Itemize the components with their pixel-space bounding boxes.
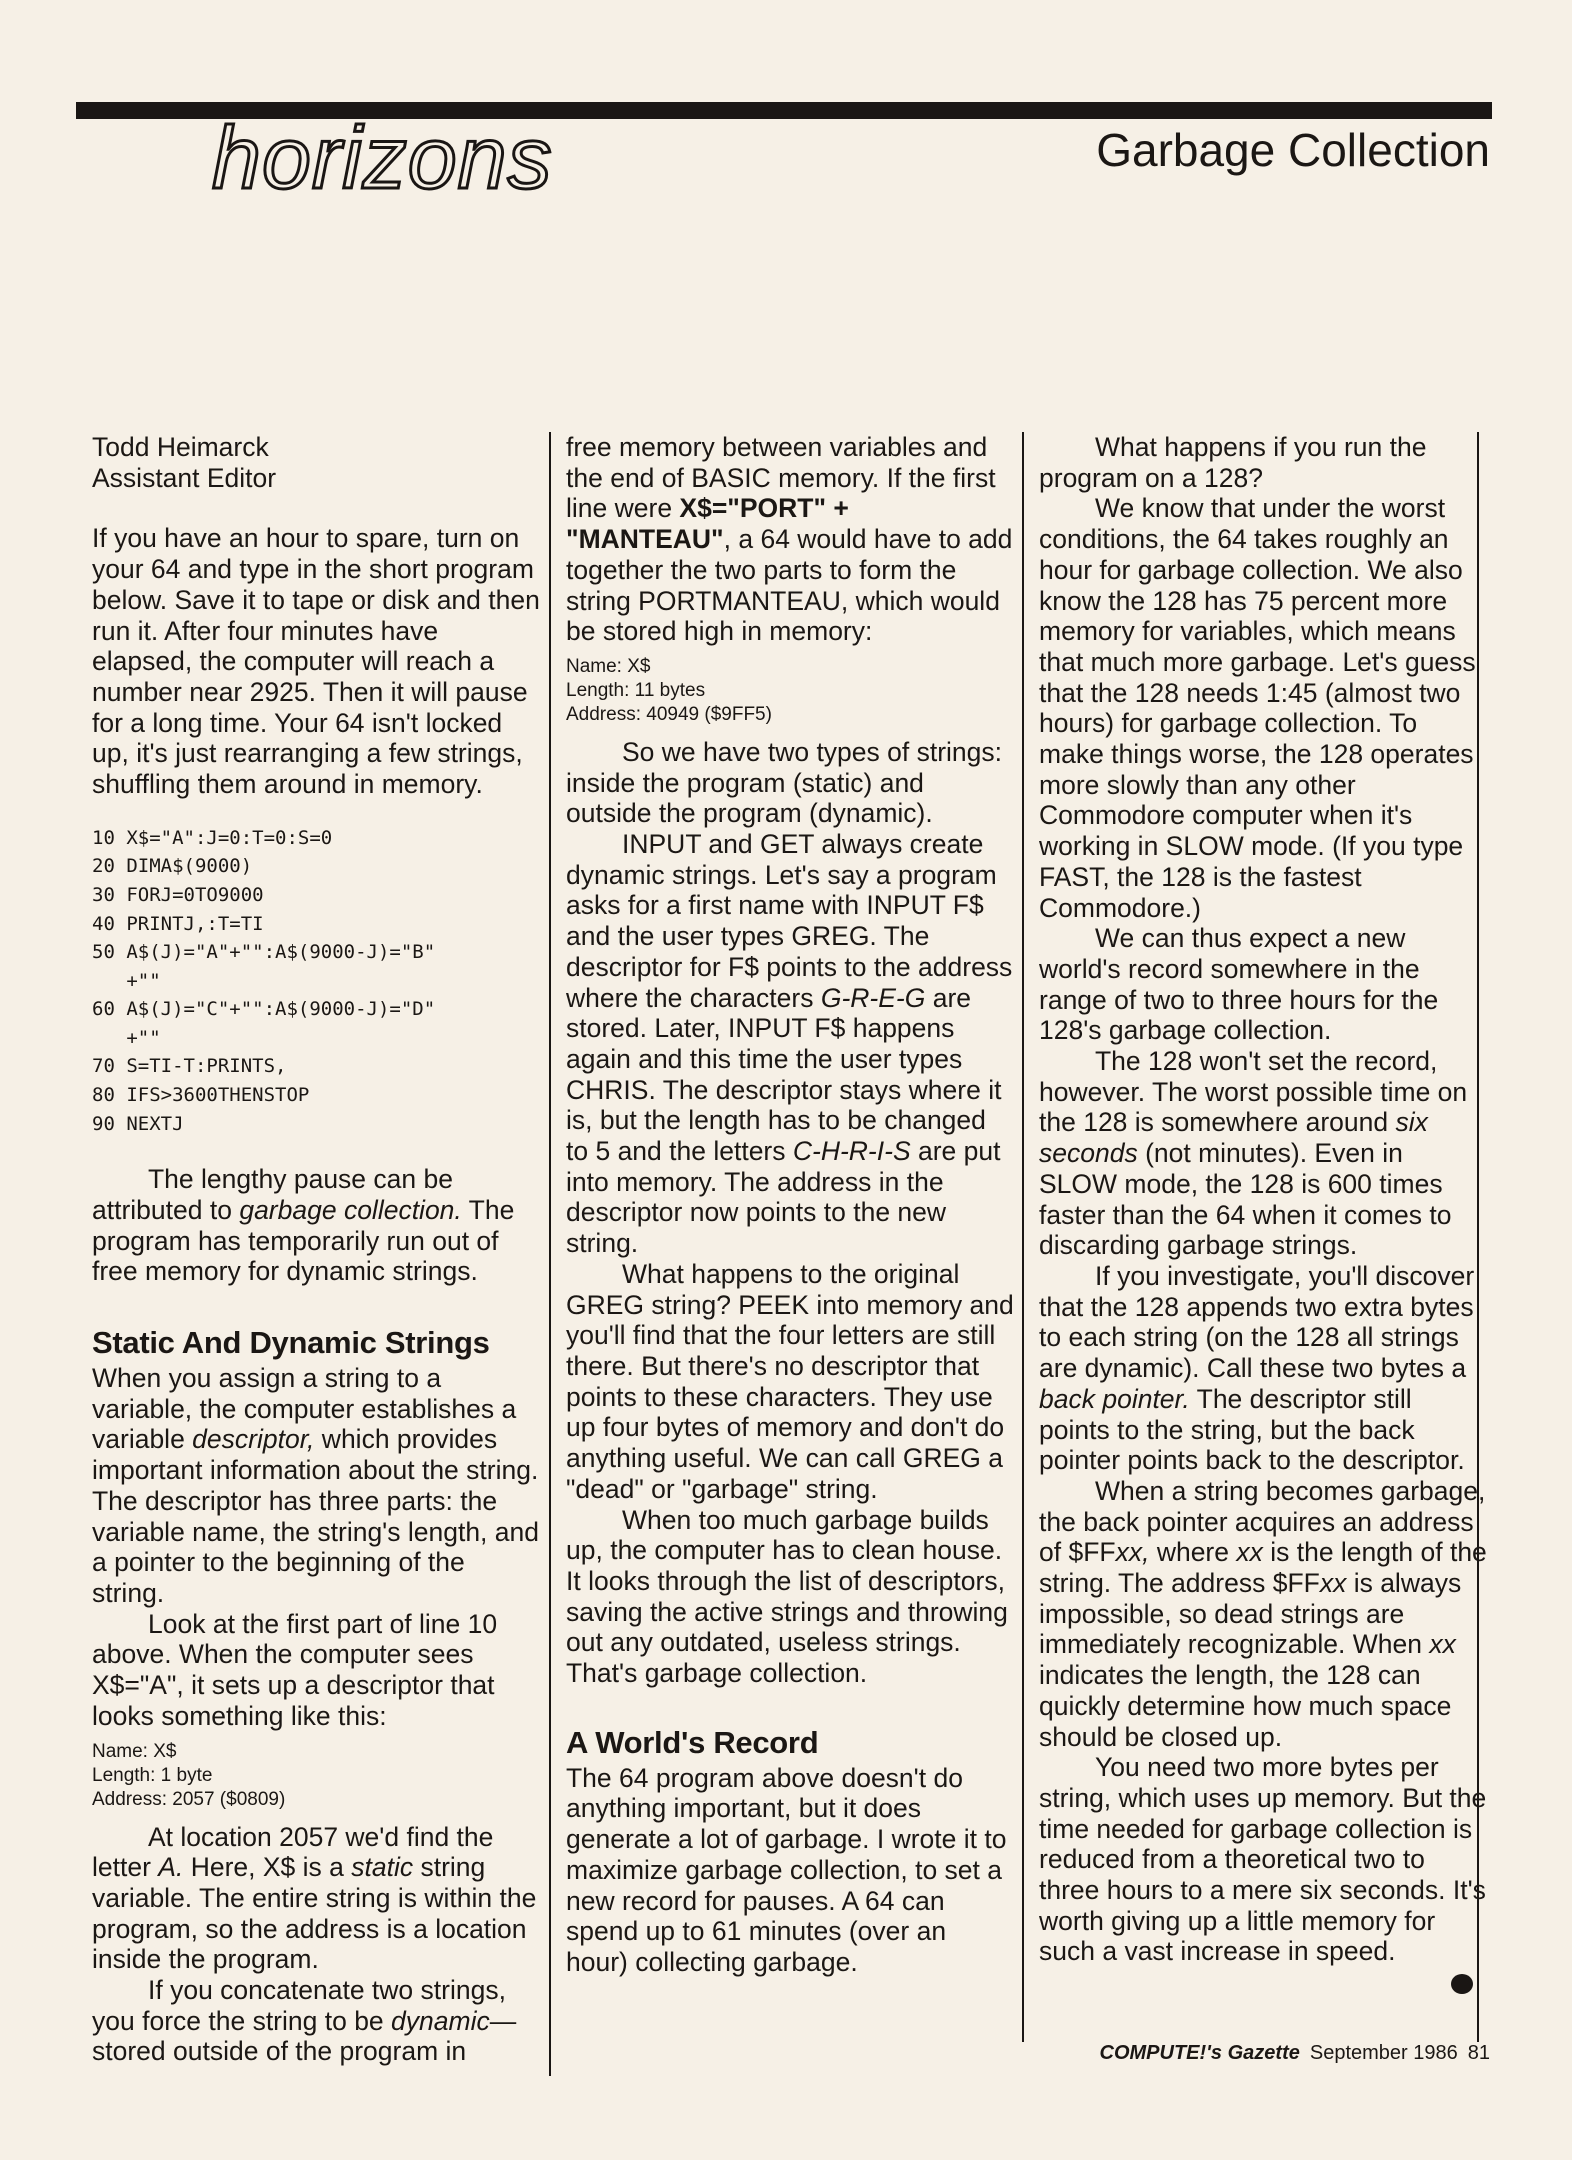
column-3 <box>1039 432 1487 1998</box>
code-line: 10 X$="A":J=0:T=0:S=0 <box>92 826 333 849</box>
column-1 <box>92 432 540 2067</box>
program-listing <box>92 824 540 1139</box>
code-line: 80 IFS>3600THENSTOP <box>92 1084 310 1107</box>
author-name: Todd Heimarck <box>92 432 269 462</box>
page-number: 81 <box>1467 2042 1490 2064</box>
intro-paragraph: If you have an hour to spare, turn on your 64 and type in the short program below. Save it to tape or disk and then run it. After four minutes have elapsed, the computer will reach a number near 2925. Then it will pause for a long time. Your 64 isn't locked up, it's just rearranging a few strings, shuffling them around in memory. <box>92 523 540 800</box>
paragraph: What happens if you run the program on a 128? <box>1039 432 1427 493</box>
paragraph: The 64 program above doesn't do anything important, but it does generate a lot of garbage. I wrote it to maximize garbage collection, to set a new record for pauses. A 64 can spend up to 61 minutes (over an hour) collecting garbage. <box>566 1762 1007 1977</box>
code-line: +"" <box>92 969 161 992</box>
column-2 <box>566 432 1014 1978</box>
paragraph: INPUT and GET always create dynamic strings. Let's say a program asks for a first name with INPUT F$ and the user types GREG. The descriptor for F$ points to the address where the characters G-R-E-G are stored. Later, INPUT F$ happens again and this time the user types CHRIS. The descriptor stays where it is, but the length has to be changed to 5 and the letters C-H-R-I-S are put into memory. The address in the descriptor now points to the new string. <box>566 829 1013 1259</box>
paragraph: What happens to the original GREG string? PEEK into memory and you'll find that the four letters are still there. But there's no descriptor that points to these characters. They use up four bytes of memory and don't do anything useful. We can call GREG a "dead" or "garbage" string. <box>566 1258 1014 1504</box>
paragraph: When too much garbage builds up, the computer has to clean house. It looks through the list of descriptors, saving the active strings and throwing out any outdated, useless strings. That's garbage collection. <box>566 1504 1008 1689</box>
code-line: 70 S=TI-T:PRINTS, <box>92 1055 287 1078</box>
code-line: 40 PRINTJ,:T=TI <box>92 912 264 935</box>
paragraph: We can thus expect a new world's record somewhere in the range of two to three hours for the 128's garbage collection. <box>1039 923 1439 1046</box>
paragraph: We know that under the worst conditions, the 64 takes roughly an hour for garbage collection. We also know the 128 has 75 percent more memory for variables, which means that much more garbage. Let's guess that the 128 needs 1:45 (almost two hours) for garbage collection. To make things worse, the 128 operates more slowly than any other Commodore computer when it's working in SLOW mode. (If you type FAST, the 128 is the fastest Commodore.) <box>1039 493 1476 923</box>
paragraph: The lengthy pause can be attributed to garbage collection. The program has temporarily run out of free memory for dynamic strings. <box>92 1164 515 1287</box>
department-title: Garbage Collection <box>1096 124 1490 176</box>
descriptor-example-1: Name: X$ Length: 1 byte Address: 2057 ($0809) <box>92 1740 286 1810</box>
paragraph: You need two more bytes per string, which uses up memory. But the time needed for garbage collection is reduced from a theoretical two to three hours to a mere six seconds. It's worth giving up a little memory for such a vast increase in speed. <box>1039 1752 1487 1967</box>
section-heading-static-dynamic: Static And Dynamic Strings <box>92 1325 490 1361</box>
paragraph: Look at the first part of line 10 above. When the computer sees X$="A", it sets up a descriptor that looks something like this: <box>92 1608 498 1731</box>
column-rule-1 <box>549 432 551 2076</box>
issue-date: September 1986 <box>1309 2042 1458 2064</box>
paragraph: If you concatenate two strings, you force the string to be dynamic—stored outside of the program in <box>92 1975 517 2067</box>
code-line: 30 FORJ=0TO9000 <box>92 883 264 906</box>
end-of-article-mark-icon <box>1451 1974 1473 1994</box>
code-line: 50 A$(J)="A"+"":A$(9000-J)="B" <box>92 941 436 964</box>
paragraph: At location 2057 we'd find the letter A. Here, X$ is a static string variable. The entire string is within the program, so the address is a location inside the program. <box>92 1821 537 1975</box>
paragraph: If you investigate, you'll discover that the 128 appends two extra bytes to each string (on the 128 all strings are dynamic). Call these two bytes a back pointer. The descriptor still points to the string, but the back pointer points back to the descriptor. <box>1039 1260 1475 1476</box>
magazine-name: COMPUTE!'s Gazette <box>1099 2042 1300 2064</box>
byline <box>92 432 540 493</box>
section-heading-worlds-record: A World's Record <box>566 1724 819 1760</box>
descriptor-example-2: Name: X$ Length: 11 bytes Address: 40949 ($9FF5) <box>566 655 772 725</box>
paragraph: When you assign a string to a variable, the computer establishes a variable descriptor, which provides important information about the string. The descriptor has three parts: the variable name, the string's length, and a pointer to the beginning of the string. <box>92 1363 539 1608</box>
page-footer <box>1090 2040 1490 2066</box>
column-rule-2 <box>1022 432 1024 2042</box>
paragraph: The 128 won't set the record, however. The worst possible time on the 128 is somewhere around six seconds (not minutes). Even in SLOW mode, the 128 is 600 times faster than the 64 when it comes to discarding garbage strings. <box>1039 1046 1468 1261</box>
horizons-logo: horizons <box>212 108 553 207</box>
paragraph: So we have two types of strings: inside the program (static) and outside the program (dynamic). <box>566 736 1003 829</box>
paragraph: free memory between variables and the end of BASIC memory. If the first line were X$="PORT" + "MANTEAU", a 64 would have to add together the two parts to form the string PORTMANTEAU, which would be stored high in memory: <box>566 432 1013 647</box>
author-title: Assistant Editor <box>92 462 277 493</box>
code-line: 60 A$(J)="C"+"":A$(9000-J)="D" <box>92 998 436 1021</box>
code-line: +"" <box>92 1026 161 1049</box>
code-line: 90 NEXTJ <box>92 1112 184 1135</box>
paragraph: When a string becomes garbage, the back pointer acquires an address of $FFxx, where xx is the length of the string. The address $FFxx is always impossible, so dead strings are immediately recognizable. When xx indicates the length, the 128 can quickly determine how much space should be closed up. <box>1039 1475 1487 1752</box>
code-line: 20 DIMA$(9000) <box>92 855 253 878</box>
